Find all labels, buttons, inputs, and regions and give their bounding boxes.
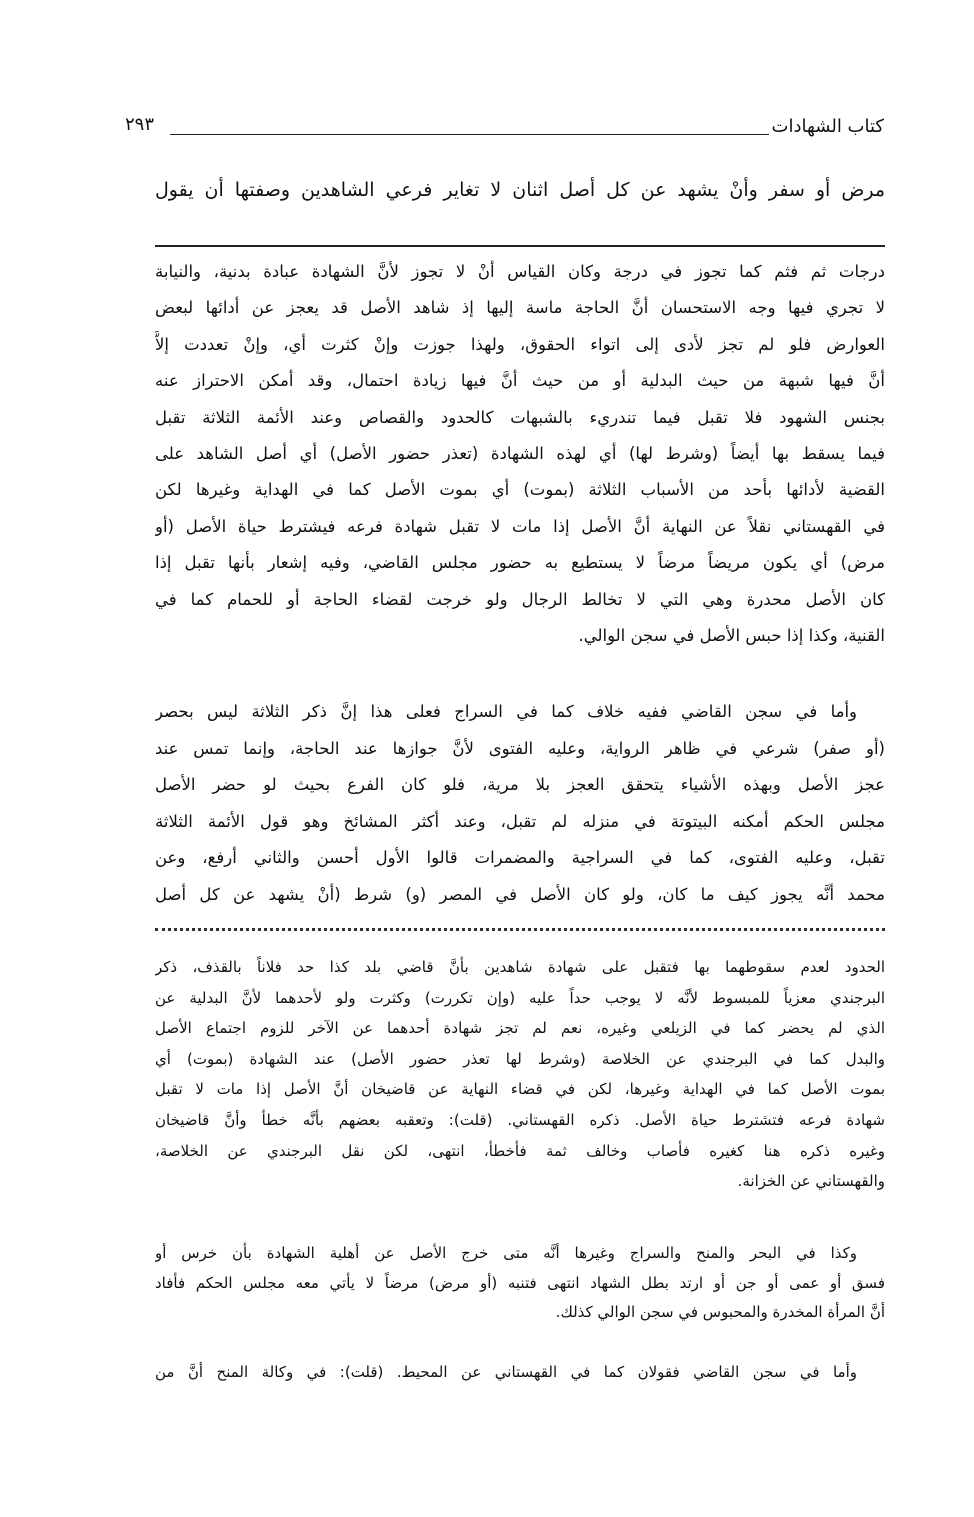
commentary-line: مجلس الحكم أمكنه البيتوتة في منزله لم تقبل، وعند أكثر المشائخ وهو قول الأئمة الثلاثة bbox=[155, 811, 885, 831]
footnote-line: البرجندي معزياً للمبسوط لأنَّه لا يوجب حداً عليه (وإن تكررت) وكثرت ولو لأحدهما لأنَّ البدلية عن bbox=[155, 988, 885, 1007]
commentary-line: القضية لأدائها بأحد من الأسباب الثلاثة (بموت) أي بموت الأصل كما في الهداية وغيرها لكن bbox=[155, 480, 885, 500]
commentary-line: فيما يسقط بها أيضاً (وشرط لها) أي لهذه الشهادة (تعذر حضور الأصل) أي أصل الشاهد على bbox=[155, 444, 885, 463]
commentary-line: بجنس الشهود فلا تقبل فيما تندريء بالشبهات كالحدود والقصاص وعند الأئمة الثلاثة تقبل bbox=[155, 407, 885, 427]
main-text-line: مرض أو سفر وأنْ يشهد عن كل أصل اثنان لا تغاير فرعي الشاهدين وصفتها أن يقول bbox=[155, 179, 885, 201]
footnote-line: والبدل كما في البرجندي عن الخلاصة (وشرط لها تعذر حضور الأصل) عند الشهادة (بموت) أي bbox=[155, 1049, 885, 1068]
footnote-line: وكذا في البحر والمنح والسراج وغيرها أنَّه متى خرج الأصل عن أهلية الشهادة بأن خرس أو bbox=[155, 1244, 857, 1262]
commentary-line: وأما في سجن القاضي ففيه خلاف كما في السراج فعلى هذا إنَّ ذكر الثلاثة ليس بحصر bbox=[155, 702, 857, 721]
commentary-line: (أو صفر) شرعي في ظاهر الرواية، وعليه الفتوى لأنَّ جوازها عند الحاجة، وإنما تمس عند bbox=[155, 738, 885, 758]
header-rule bbox=[170, 134, 769, 135]
commentary-line: كان الأصل محدرة وهي التي لا تخالط الرجال ولو خرجت لقضاء الحاجة أو للحمام كما في bbox=[155, 589, 885, 609]
running-header-title: كتاب الشهادات bbox=[771, 116, 884, 137]
commentary-line: تقبل، وعليه الفتوى، كما في السراجية والمضمرات قالوا الأول أحسن والثاني أرفع، وعن bbox=[155, 848, 885, 868]
footnote-line: وغيره ذكره هنا كغيره فأصاب وخالف ثمة فأخطأ، انتهى، لكن نقل البرجندي عن الخلاصة، bbox=[155, 1141, 885, 1160]
footnote-line: وأما في سجن القاضي فقولان كما في القهستاني عن المحيط. (قلت): في وكالة المنح أنَّ من bbox=[155, 1363, 857, 1381]
commentary-line: مرض) أي يكون مريضاً مرضاً لا يستطيع به حضور مجلس القاضي، وفيه إشعار بأنها تقبل إذا bbox=[155, 553, 885, 573]
commentary-line: العوارض فلو لم تجز لأدى إلى اتواء الحقوق، ولهذا جوزت وإنْ كثرت أي، وإنْ تعددت إلاَّ bbox=[155, 334, 885, 354]
footnote-line: بموت الأصل كما في الهداية وغيرها، لكن في قضاء النهاية عن قاضيخان أنَّ الأصل إذا مات لا تقبل bbox=[155, 1080, 885, 1099]
commentary-line: محمد أنَّه يجوز كيف ما كان، ولو كان الأصل في المصر (و) شرط (أنْ يشهد عن كل أصل bbox=[155, 885, 885, 904]
commentary-line: في القهستاني نقلاً عن النهاية أنَّ الأصل إذا مات لا تقبل شهادة فرعه فيشترط حياة الأصل (أو bbox=[155, 516, 885, 536]
footnote-line: شهادة فرعه فتشترط حياة الأصل. ذكره القهستاني. (قلت): وتعقبه بعضهم بأنَّه خطأ وأنَّ قاضيخان bbox=[155, 1111, 885, 1129]
main-text-divider bbox=[155, 245, 885, 247]
footnote-line: فسق أو عمى أو جن أو ارتد بطل الشهاد انتهى فتنبه (أو مرض) مرضاً لا يأتي معه مجلس الحكم فأفاد bbox=[155, 1273, 885, 1292]
footnote-line: الذي لم يحضر كما في الزيلعي وغيره، نعم لم تجز شهادة أحدهما عن الآخر للزوم اجتماع الأصل bbox=[155, 1019, 885, 1038]
page-number: ٢٩٣ bbox=[125, 114, 155, 135]
commentary-line: القنية، وكذا إذا حبس الأصل في سجن الوالي. bbox=[578, 626, 885, 645]
footnote-dotted-divider bbox=[155, 928, 885, 931]
commentary-line: أنَّ فيها شبهة من حيث البدلية أو من حيث أنَّ فيها زيادة احتمال، وقد أمكن الاحتراز عنه bbox=[155, 371, 885, 391]
footnote-line: والقهستاني عن الخزانة. bbox=[737, 1172, 885, 1191]
footnote-line: الحدود لعدم سقوطهما بها فتقبل على شهادة شاهدين بأنَّ قاضي بلد كذا حد فلاناً بالقذف، ذكر bbox=[155, 958, 885, 976]
commentary-line: لا تجري فيها وجه الاستحسان أنَّ الحاجة ماسة إليها إذ شاهد الأصل قد يعجز عن أدائها لبعض bbox=[155, 298, 885, 318]
footnote-line: أنَّ المرأة المخدرة والمحبوس في سجن الوالي كذلك. bbox=[555, 1303, 885, 1321]
commentary-line: درجات ثم فثم كما تجوز في درجة وكان القياس أنْ لا تجوز لأنَّ الشهادة عبادة بدنية، والنيابة bbox=[155, 262, 885, 281]
commentary-line: عجز الأصل وبهذه الأشياء يتحقق العجز بلا مرية، فلو كان الفرع بحيث لو حضر الأصل bbox=[155, 775, 885, 795]
